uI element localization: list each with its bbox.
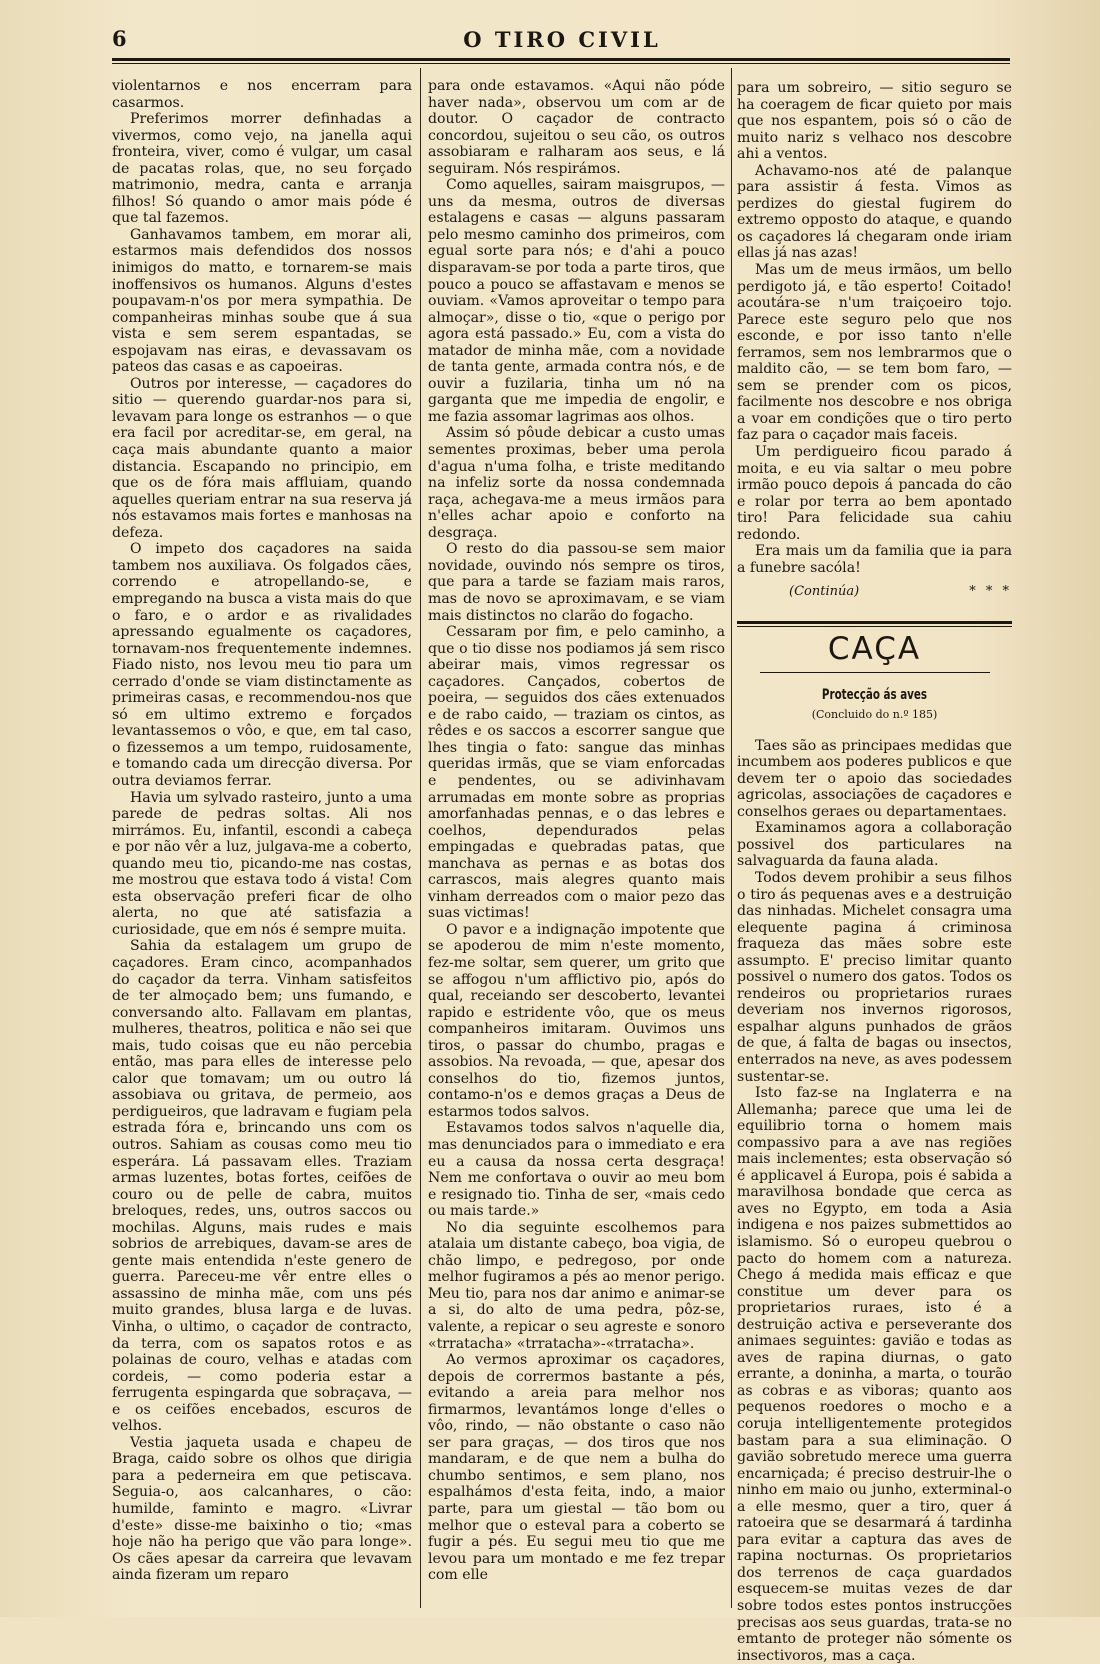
paragraph: Achavamo-nos até de palanque para assistir á festa. Vimos as perdizes do giestal fugirem do extremo opposto do ataque, e quando os caçadores lá chegaram onde iriam ellas já nas azas! xyxy=(737,162,1012,262)
continua-line xyxy=(737,584,1012,601)
column-divider xyxy=(731,68,732,1608)
section-stars: * * * xyxy=(969,584,1012,600)
paragraph: Vestia jaqueta usada e chapeu de Braga, caido sobre os olhos que dirigia para a pederneira em que petiscava. Seguia-o, aos calcanhares, o cão: humilde, faminto e magro. «Livrar d'este» disse-me baixinho o tio; «mas hoje não ha perigo que vão para longe». Os cães apesar da carreira que levavam ainda fizeram um reparo xyxy=(112,1434,412,1584)
paragraph: Sahia da estalagem um grupo de caçadores. Eram cinco, acompanhados do caçador da terra. Vinham satisfeitos de ter almoçado bem; uns fumando, e conversando alto. Fallavam em plantas, mulheres, theatros, politica e não sei que mais, tudo coisas que eu não percebia então, mas para elles de interesse pelo calor que tomavam; um ou outro lá assobiava ou gritava, de permeio, aos perdigueiros, que ladravam e fugiam pela estrada fóra e, brincando uns com os outros. Sahiam as cousas como meu tio esperára. Lá passavam elles. Traziam armas luzentes, botas fortes, ceifões de couro ou de pelle de cabra, muitos breloques, redes, uns, outros saccos ou mochilas. Alguns, mais rudes e mais sobrios de arrebiques, davam-se ares de gente mais entendida n'este genero de guerra. Pareceu-me vêr entre elles o assassino de minha mãe, com uns pés muito grandes, blusa larga e de luvas. Vinha, o ultimo, o caçador de contracto, da terra, com os sapatos rotos e as polainas de couro, velhas e atadas com cordeis, — como poderia estar a ferrugenta espingarda que sobraçava, — e os ceifões encebados, escuros de velhos. xyxy=(112,938,412,1435)
paragraph: para um sobreiro, — sitio seguro se ha coeragem de ficar quieto por mais que nos espantem, pois só o cão de muito nariz s velhaco nos descobre ahi a ventos. xyxy=(737,80,1012,163)
paragraph: Cessaram por fim, e pelo caminho, a que o tio disse nos podiamos já sem risco abeirar mais, vimos regressar os caçadores. Cançados, cobertos de poeira, — seguidos dos cães extenuados e de rabo caido, — traziam os cintos, as rêdes e os saccos a escorrer sangue que lhes tingia o fato: sangue das minhas queridas irmãs, que se viam enforcadas e pendentes, ou se adivinhavam arrumadas em monte sobre as proprias amorfanhadas pennas, e o das lebres e coelhos, dependurados pelas empingadas e quebradas patas, que manchava as pernas e as botas dos carrascos, mais alegres quanto mais vinham derreados com o maior pezo das suas victimas! xyxy=(428,624,725,922)
paragraph: Assim só pôude debicar a custo umas sementes proximas, beber uma perola d'agua n'uma folha, e triste meditando na infeliz sorte da nossa condemnada raça, achegava-me a meus irmãos para n'elles achar apoio e conforto na desgraça. xyxy=(428,425,725,541)
paragraph: Como aquelles, sairam maisgrupos, — uns da mesma, outros de diversas estalagens e casas — alguns passaram pelo mesmo caminho dos primeiros, com egual sorte para nós; e d'ahi a pouco disparavam-se por toda a parte tiros, que pouco a pouco se affastavam e menos se ouviam. «Vamos aproveitar o tempo para almoçar», disse o tio, «que o perigo por agora está passado.» Eu, com a vista do matador de minha mãe, com a novidade de tanta gente, armada contra nós, e de ouvir a fuzilaria, tinha um nó na garganta que me impedia de engolir, e me fazia assomar lagrimas aos olhos. xyxy=(428,177,725,425)
page-number: 6 xyxy=(112,26,127,51)
paragraph: para onde estavamos. «Aqui não póde haver nada», observou um com ar de doutor. O caçador de contracto concordou, sujeitou o seu cão, os outros assobiaram e ralharam aos seus, e lá seguiram. Nós respirámos. xyxy=(428,78,725,177)
paragraph: Ao vermos aproximar os caçadores, depois de corrermos bastante a pés, evitando a areia para melhor nos firmarmos, levantámos longe d'elles o vôo, rindo, — não obstante o caso não ser para graças, — dos tiros que nos mandaram, e de que nem a bulha do chumbo sentimos, e sem plano, nos espalhámos d'esta feita, indo, a maior parte, para um giestal — tão bom ou melhor que o esteval para a coberto se fugir a pés. Eu segui meu tio que me levou para um montado e me fez trepar com elle xyxy=(428,1352,725,1584)
title-rule xyxy=(760,672,990,673)
column-1 xyxy=(112,78,412,1584)
column-3 xyxy=(737,80,1012,1664)
paragraph: No dia seguinte escolhemos para atalaia um distante cabeço, boa vigia, de chão limpo, e pedregoso, por onde melhor fugiramos a pés ao menor perigo. Meu tio, para nos dar animo e animar-se a si, do alto de uma pedra, pôz-se, valente, a repicar o seu agreste e sonoro «trratacha» «trratacha»-«trratacha». xyxy=(428,1219,725,1352)
paragraph: Estavamos todos salvos n'aquelle dia, mas denunciados para o immediato e era eu a causa da nossa certa desgraça! Nem me confortava o ouvir ao meu bom e resignado tio. Tinha de ser, «mais cedo ou mais tarde.» xyxy=(428,1120,725,1220)
paragraph: Era mais um da familia que ia para a funebre sacóla! xyxy=(737,543,1012,576)
paragraph: Examinamos agora a collaboração possivel dos particulares na salvaguarda da fauna alada. xyxy=(737,820,1012,870)
section-rule xyxy=(737,621,1012,627)
section-title: CAÇA xyxy=(827,630,922,667)
paragraph: Taes são as principaes medidas que incumbem aos poderes publicos e que devem ter o apoio das sociedades agricolas, associações de caçadores e conselhos geraes ou departamentaes. xyxy=(737,737,1012,820)
article-subtitle: Protecção ás aves xyxy=(821,686,928,703)
column-2 xyxy=(428,78,725,1584)
paragraph: Um perdigueiro ficou parado á moita, e eu via saltar o meu pobre irmão pouco depois á pancada do cão e rolar por terra ao bem apontado tiro! Para felicidade sua cahiu redondo. xyxy=(737,444,1012,543)
paragraph: Isto faz-se na Inglaterra e na Allemanha; parece que uma lei de equilibrio torna o homem mais compassivo para a ave nas regiões mais inclementes; esta observação só é applicavel á Europa, pois é sabida a maravilhosa bondade que cerca as aves no Egypto, em toda a Asia indigena e nos paizes submettidos ao islamismo. Só o europeu quebrou o pacto do homem com a natureza. Chego á medida mais efficaz e que constitue um dever para os proprietarios ruraes, isto é a destruição activa e perseverante dos animaes seguintes: gavião e todas as aves de rapina diurnas, o gato errante, a doninha, a marta, o tourão as cobras e as viboras; quanto aos pequenos roedores o mocho e a coruja intelligentemente protegidos bastam para a sua eliminação. O gavião sobretudo merece uma guerra encarniçada; é preciso destruir-lhe o ninho em maio ou junho, exterminal-o a elle mesmo, quer a tiro, quer á ratoeira que se desarmará á tardinha para evitar a captura das aves de rapina nocturnas. Os proprietarios dos terrenos de caça guardados esquecem-se muitas vezes de dar sobre todos estes pontos instrucções precisas aos seus guardas, trata-se no emtanto de proteger não sómente os insectivoros, mas a caça. xyxy=(737,1085,1012,1664)
header-rule-thin xyxy=(112,63,1010,64)
masthead-title: O TIRO CIVIL xyxy=(463,27,661,52)
paragraph: O impeto dos caçadores na saida tambem nos auxiliava. Os folgados cães, correndo e atropellando-se, e empregando na busca a vista mais do que o faro, e o ardor e as rivalidades apressando egualmente os caçadores, tornavam-nos frequentemente indemnes. Fiado nisto, nos levou meu tio para um cerrado d'onde se viam distinctamente as primeiras casas, e recommendou-nos que só em ultimo extremo e forçados levantassemos o vôo, e que, em tal caso, o fizessemos a um tempo, ruidosamente, e tomando cada um direcção diversa. Por outra deviamos ferrar. xyxy=(112,541,412,789)
paragraph: O resto do dia passou-se sem maior novidade, ouvindo nós sempre os tiros, que para a tarde se faziam mais raros, mas de novo se aproximavam, e se viam mais distinctos no clarão do fogacho. xyxy=(428,541,725,624)
article-note: (Concluido do n.º 185) xyxy=(811,708,938,722)
paragraph: Ganhavamos tambem, em morar ali, estarmos mais defendidos dos nossos inimigos do matto, e tornarem-se mais inoffensivos os humanos. Alguns d'estes poupavam-n'os por mera sympathia. De companheiras minhas soube que á sua vista e sem serem espantadas, se espojavam nas eiras, e devassavam os pateos das casas e as capoeiras. xyxy=(112,226,412,376)
paragraph: Mas um de meus irmãos, um bello perdigoto já, e tão esperto! Coitado! acoutára-se n'um traiçoeiro tojo. Parece este seguro pelo que nos esconde, e por isso tanto n'elle ferramos, sem nos lembrarmos que o maldito cão, — se tem bom faro, — sem se prender com os picos, facilmente nos descobre e nos obriga a voar em condições que o tiro perto faz para o caçador mais faceis. xyxy=(737,262,1012,444)
page-header xyxy=(112,26,1012,56)
header-rule xyxy=(112,58,1010,61)
column-divider xyxy=(420,68,421,1608)
continua-label: (Continúa) xyxy=(789,584,860,600)
paragraph: Preferimos morrer definhadas a vivermos, como vejo, na janella aqui fronteira, viver, como é vulgar, um casal de pacatas rolas, que, no seu forçado matrimonio, medra, canta e arranja filhos! Só quando o amor mais póde é que tal fazemos. xyxy=(112,111,412,227)
paragraph: Havia um sylvado rasteiro, junto a uma parede de pedras soltas. Ali nos mirrámos. Eu, infantil, escondi a cabeça e por não vêr a luz, julgava-me a coberto, quando meu tio, picando-me nas costas, me mostrou que estava todo á vista! Com esta observação preferi ficar de olho alerta, no que até satisfazia a curiosidade, que em nós é sempre muita. xyxy=(112,789,412,938)
paragraph: violentarnos e nos encerram para casarmos. xyxy=(112,78,412,111)
paragraph: Outros por interesse, — caçadores do sitio — querendo guardar-nos para si, levavam para longe os estranhos — o que era facil por acreditar-se, em geral, na caça mais abundante quanto a maior distancia. Escapando no principio, em que os de fóra mais affluiam, quando aquelles queriam entrar na sua reserva já nós estavamos mais fortes e manhosas na defeza. xyxy=(112,375,412,541)
paragraph: O pavor e a indignação impotente que se apoderou de mim n'este momento, fez-me soltar, sem querer, um grito que se affogou n'um afflictivo pio, após do qual, receiando ser descoberto, levantei rapido e estridente vôo, que os meus companheiros imitaram. Ouvimos uns tiros, o passar do chumbo, pragas e assobios. Na revoada, — que, apesar dos conselhos do tio, fizemos juntos, contamo-n'os e demos graças a Deus de estarmos todos salvos. xyxy=(428,921,725,1120)
paragraph: Todos devem prohibir a seus filhos o tiro ás pequenas aves e a destruição das ninhadas. Michelet consagra uma elequente pagina á criminosa fraqueza das mães sobre este assumpto. E' preciso limitar quanto possivel o numero dos gatos. Todos os rendeiros ou proprietarios ruraes deveriam nos invernos rigorosos, espalhar alguns punhados de grãos de que, á falta de bagas ou insectos, enterrados na neve, as aves podessem sustentar-se. xyxy=(737,869,1012,1085)
